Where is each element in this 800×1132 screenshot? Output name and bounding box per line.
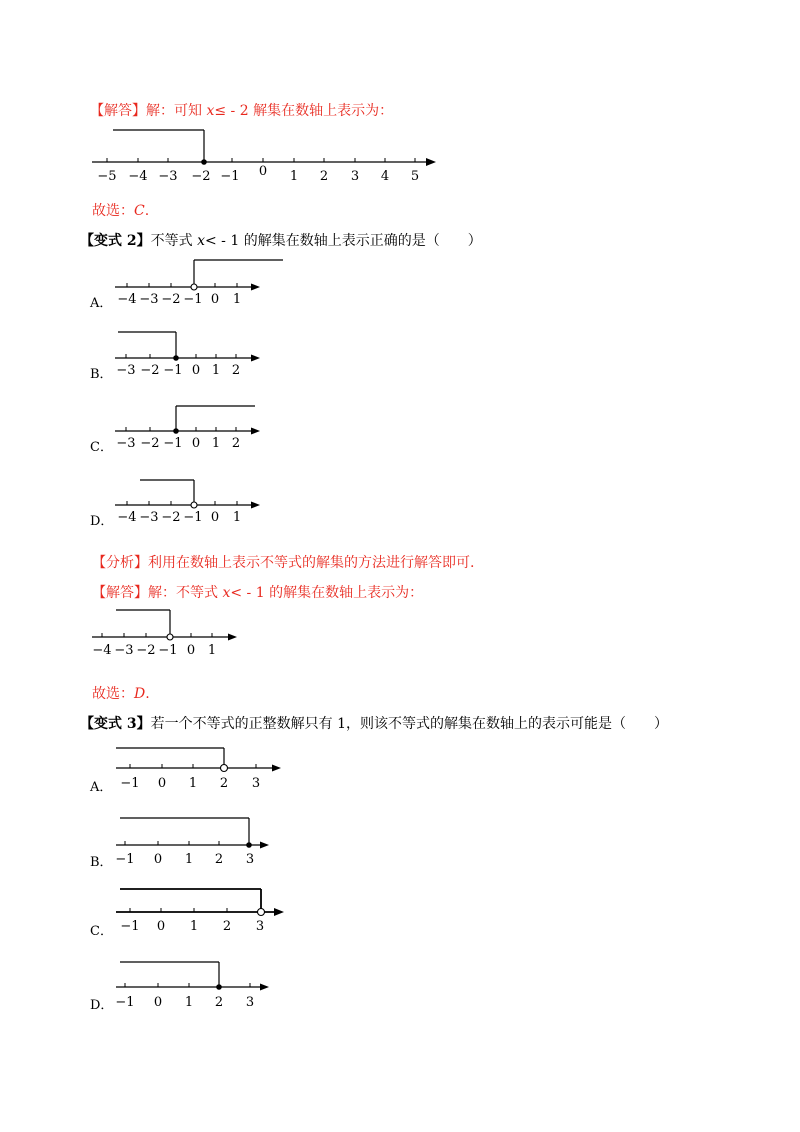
q2a-label: 1 xyxy=(232,292,242,307)
nl2-label: 0 xyxy=(186,643,196,658)
answer-1-line xyxy=(90,102,393,120)
answer-2-bracket: 【解答】 xyxy=(92,585,148,601)
q3a-label: 0 xyxy=(157,776,167,791)
q2d-label: −1 xyxy=(183,510,203,525)
analysis-2-bracket: 【分析】 xyxy=(92,555,148,571)
q2d-label: 1 xyxy=(232,510,242,525)
q2c-label: 0 xyxy=(191,436,201,451)
q3d-label: 2 xyxy=(214,995,224,1010)
q2b-label: 0 xyxy=(191,363,201,378)
q3-option-a-letter[interactable]: A． xyxy=(90,780,113,795)
nl2-label: −3 xyxy=(114,643,134,658)
nl2-label: 1 xyxy=(207,643,217,658)
question-3-text: 若一个不等式的正整数解只有 1，则该不等式的解集在数轴上的表示可能是（ ） xyxy=(150,716,668,732)
q2c-label: −1 xyxy=(163,436,183,451)
answer-1-var: x xyxy=(206,103,215,119)
q2d-label: −4 xyxy=(117,510,137,525)
number-line-2 xyxy=(0,604,300,660)
nl1-label: 1 xyxy=(289,169,299,184)
q2-option-a-number-line xyxy=(0,256,300,306)
q2-option-d-letter[interactable]: D． xyxy=(90,514,114,529)
choose-1 xyxy=(92,202,149,220)
q2d-label: 0 xyxy=(210,510,220,525)
nl1-label: 5 xyxy=(410,169,420,184)
q3a-label: 1 xyxy=(188,776,198,791)
answer-2-text-a: 解：不等式 xyxy=(148,585,223,601)
choose-1-suffix: . xyxy=(144,203,150,219)
question-3-bracket: 【变式 3】 xyxy=(80,716,151,732)
nl1-label: 4 xyxy=(380,169,390,184)
q3c-label: 3 xyxy=(255,919,265,934)
q3b-label: 1 xyxy=(184,852,194,867)
answer-1-bracket: 【解答】 xyxy=(90,103,146,119)
nl1-label: −3 xyxy=(158,169,178,184)
analysis-2-text: 利用在数轴上表示不等式的解集的方法进行解答即可. xyxy=(148,555,475,571)
q3d-label: 1 xyxy=(184,995,194,1010)
q2-option-b-letter[interactable]: B． xyxy=(90,367,113,382)
question-2-bracket: 【变式 2】 xyxy=(80,233,151,249)
q3c-label: 1 xyxy=(189,919,199,934)
question-2-var: x xyxy=(197,233,205,249)
q2b-label: 2 xyxy=(231,363,241,378)
q3-option-c-number-line xyxy=(0,884,300,936)
q2c-label: 2 xyxy=(231,436,241,451)
q3-option-d-number-line xyxy=(0,956,300,1012)
choose-1-prefix: 故选： xyxy=(92,203,134,219)
q3b-label: 0 xyxy=(153,852,163,867)
q2a-label: −3 xyxy=(139,292,159,307)
nl1-label: 2 xyxy=(319,169,329,184)
question-2 xyxy=(80,232,482,250)
q3-option-c-letter[interactable]: C． xyxy=(90,924,113,939)
q3d-label: 0 xyxy=(153,995,163,1010)
q3c-label: 2 xyxy=(222,919,232,934)
q2b-label: −2 xyxy=(140,363,160,378)
q2d-label: −2 xyxy=(161,510,181,525)
q3d-label: −1 xyxy=(115,995,135,1010)
q2a-label: −2 xyxy=(161,292,181,307)
answer-2-text-b: < - 1 的解集在数轴上表示为： xyxy=(230,585,424,601)
q2a-label: −4 xyxy=(117,292,137,307)
choose-1-letter: C xyxy=(134,203,145,219)
choose-2-suffix: . xyxy=(145,686,150,702)
q3a-label: 2 xyxy=(219,776,229,791)
q2-option-b-number-line xyxy=(0,326,300,378)
q3b-label: 3 xyxy=(245,852,255,867)
q3b-label: 2 xyxy=(214,852,224,867)
answer-2 xyxy=(92,584,423,602)
choose-2 xyxy=(92,685,150,703)
choose-2-letter: D xyxy=(134,686,146,702)
analysis-2 xyxy=(92,554,474,572)
q3b-label: −1 xyxy=(115,852,135,867)
q2b-label: −1 xyxy=(163,363,183,378)
q2a-label: −1 xyxy=(183,292,203,307)
nl1-label: −1 xyxy=(220,169,240,184)
question-3 xyxy=(80,715,668,733)
question-2-text-a: 不等式 xyxy=(150,233,198,249)
q3-option-b-number-line xyxy=(0,812,300,868)
q3c-label: 0 xyxy=(156,919,166,934)
choose-2-prefix: 故选： xyxy=(92,686,134,702)
nl1-label: 0 xyxy=(258,164,268,179)
nl2-label: −4 xyxy=(92,643,112,658)
q2-option-a-letter[interactable]: A． xyxy=(90,296,113,311)
number-line-1 xyxy=(0,120,460,190)
q2-option-d-number-line xyxy=(0,474,300,526)
nl1-label: −4 xyxy=(128,169,148,184)
q2c-label: −3 xyxy=(116,436,136,451)
q2b-label: −3 xyxy=(116,363,136,378)
q2a-label: 0 xyxy=(210,292,220,307)
question-2-text-b: < - 1 的解集在数轴上表示正确的是（ ） xyxy=(204,233,482,249)
q2d-label: −3 xyxy=(139,510,159,525)
q2-option-c-number-line xyxy=(0,400,300,452)
nl2-label: −1 xyxy=(158,643,178,658)
q3-option-d-letter[interactable]: D． xyxy=(90,998,114,1013)
nl1-label: 3 xyxy=(350,169,360,184)
q3c-label: −1 xyxy=(120,919,140,934)
q2c-label: −2 xyxy=(140,436,160,451)
q3-option-b-letter[interactable]: B． xyxy=(90,855,113,870)
q3a-label: 3 xyxy=(251,776,261,791)
answer-1-text-b: ≤ - 2 解集在数轴上表示为： xyxy=(214,103,394,119)
q3d-label: 3 xyxy=(245,995,255,1010)
answer-1-text-a: 解：可知 xyxy=(146,103,207,119)
answer-2-var: x xyxy=(222,585,231,601)
q3-option-a-number-line xyxy=(0,740,300,792)
nl1-label: −5 xyxy=(97,169,117,184)
q2-option-c-letter[interactable]: C． xyxy=(90,440,113,455)
q2c-label: 1 xyxy=(211,436,221,451)
q2b-label: 1 xyxy=(211,363,221,378)
nl1-label: −2 xyxy=(191,169,211,184)
q3a-label: −1 xyxy=(120,776,140,791)
nl2-label: −2 xyxy=(136,643,156,658)
